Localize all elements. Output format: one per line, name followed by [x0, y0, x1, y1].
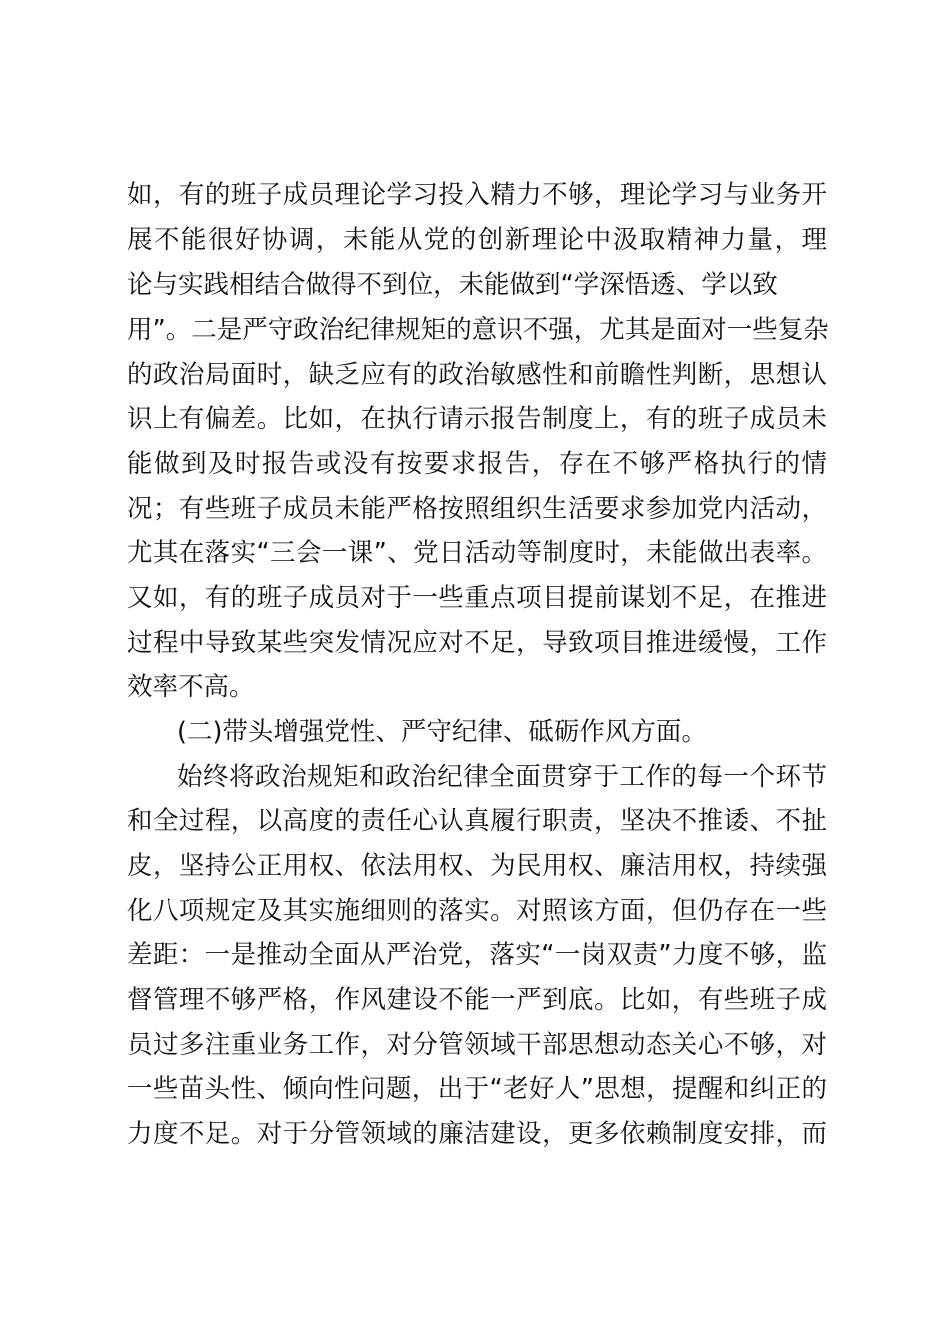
- text-line: 能做到及时报告或没有按要求报告，存在不够严格执行的情: [127, 449, 827, 479]
- text-line: 尤其在落实“三会一课”、党日活动等制度时，未能做出表率。: [127, 538, 827, 568]
- text-line: 始终将政治规矩和政治纪律全面贯穿于工作的每一个环节: [177, 762, 827, 792]
- text-line: 识上有偏差。比如，在执行请示报告制度上，有的班子成员未: [127, 404, 827, 434]
- text-line: 效率不高。: [127, 672, 255, 702]
- text-line: 如，有的班子成员理论学习投入精力不够，理论学习与业务开: [127, 180, 827, 210]
- text-line: 员过多注重业务工作，对分管领域干部思想动态关心不够，对: [127, 1030, 827, 1060]
- text-line: 况；有些班子成员未能严格按照组织生活要求参加党内活动，: [127, 494, 827, 524]
- text-line: 和全过程，以高度的责任心认真履行职责，坚决不推诿、不扯: [127, 806, 827, 836]
- section-heading: (二)带头增强党性、严守纪律、砥砺作风方面。: [177, 717, 707, 747]
- text-line: 的政治局面时，缺乏应有的政治敏感性和前瞻性判断，思想认: [127, 360, 827, 390]
- text-line: 化八项规定及其实施细则的落实。对照该方面，但仍存在一些: [127, 896, 827, 926]
- text-line: 展不能很好协调，未能从党的创新理论中汲取精神力量，理: [127, 225, 827, 255]
- text-line: 力度不足。对于分管领域的廉洁建设，更多依赖制度安排，而: [127, 1119, 827, 1149]
- text-line: 皮，坚持公正用权、依法用权、为民用权、廉洁用权，持续强: [127, 851, 827, 881]
- text-line: 又如，有的班子成员对于一些重点项目提前谋划不足，在推进: [127, 583, 827, 613]
- text-line: 一些苗头性、倾向性问题，出于“老好人”思想，提醒和纠正的: [127, 1074, 827, 1104]
- text-line: 用”。二是严守政治纪律规矩的意识不强，尤其是面对一些复杂: [127, 315, 829, 345]
- text-line: 论与实践相结合做得不到位，未能做到“学深悟透、学以致: [127, 270, 778, 300]
- text-line: 督管理不够严格，作风建设不能一严到底。比如，有些班子成: [127, 985, 827, 1015]
- text-line: 差距：一是推动全面从严治党，落实“一岗双责”力度不够，监: [127, 940, 827, 970]
- text-line: 过程中导致某些突发情况应对不足，导致项目推进缓慢，工作: [127, 628, 827, 658]
